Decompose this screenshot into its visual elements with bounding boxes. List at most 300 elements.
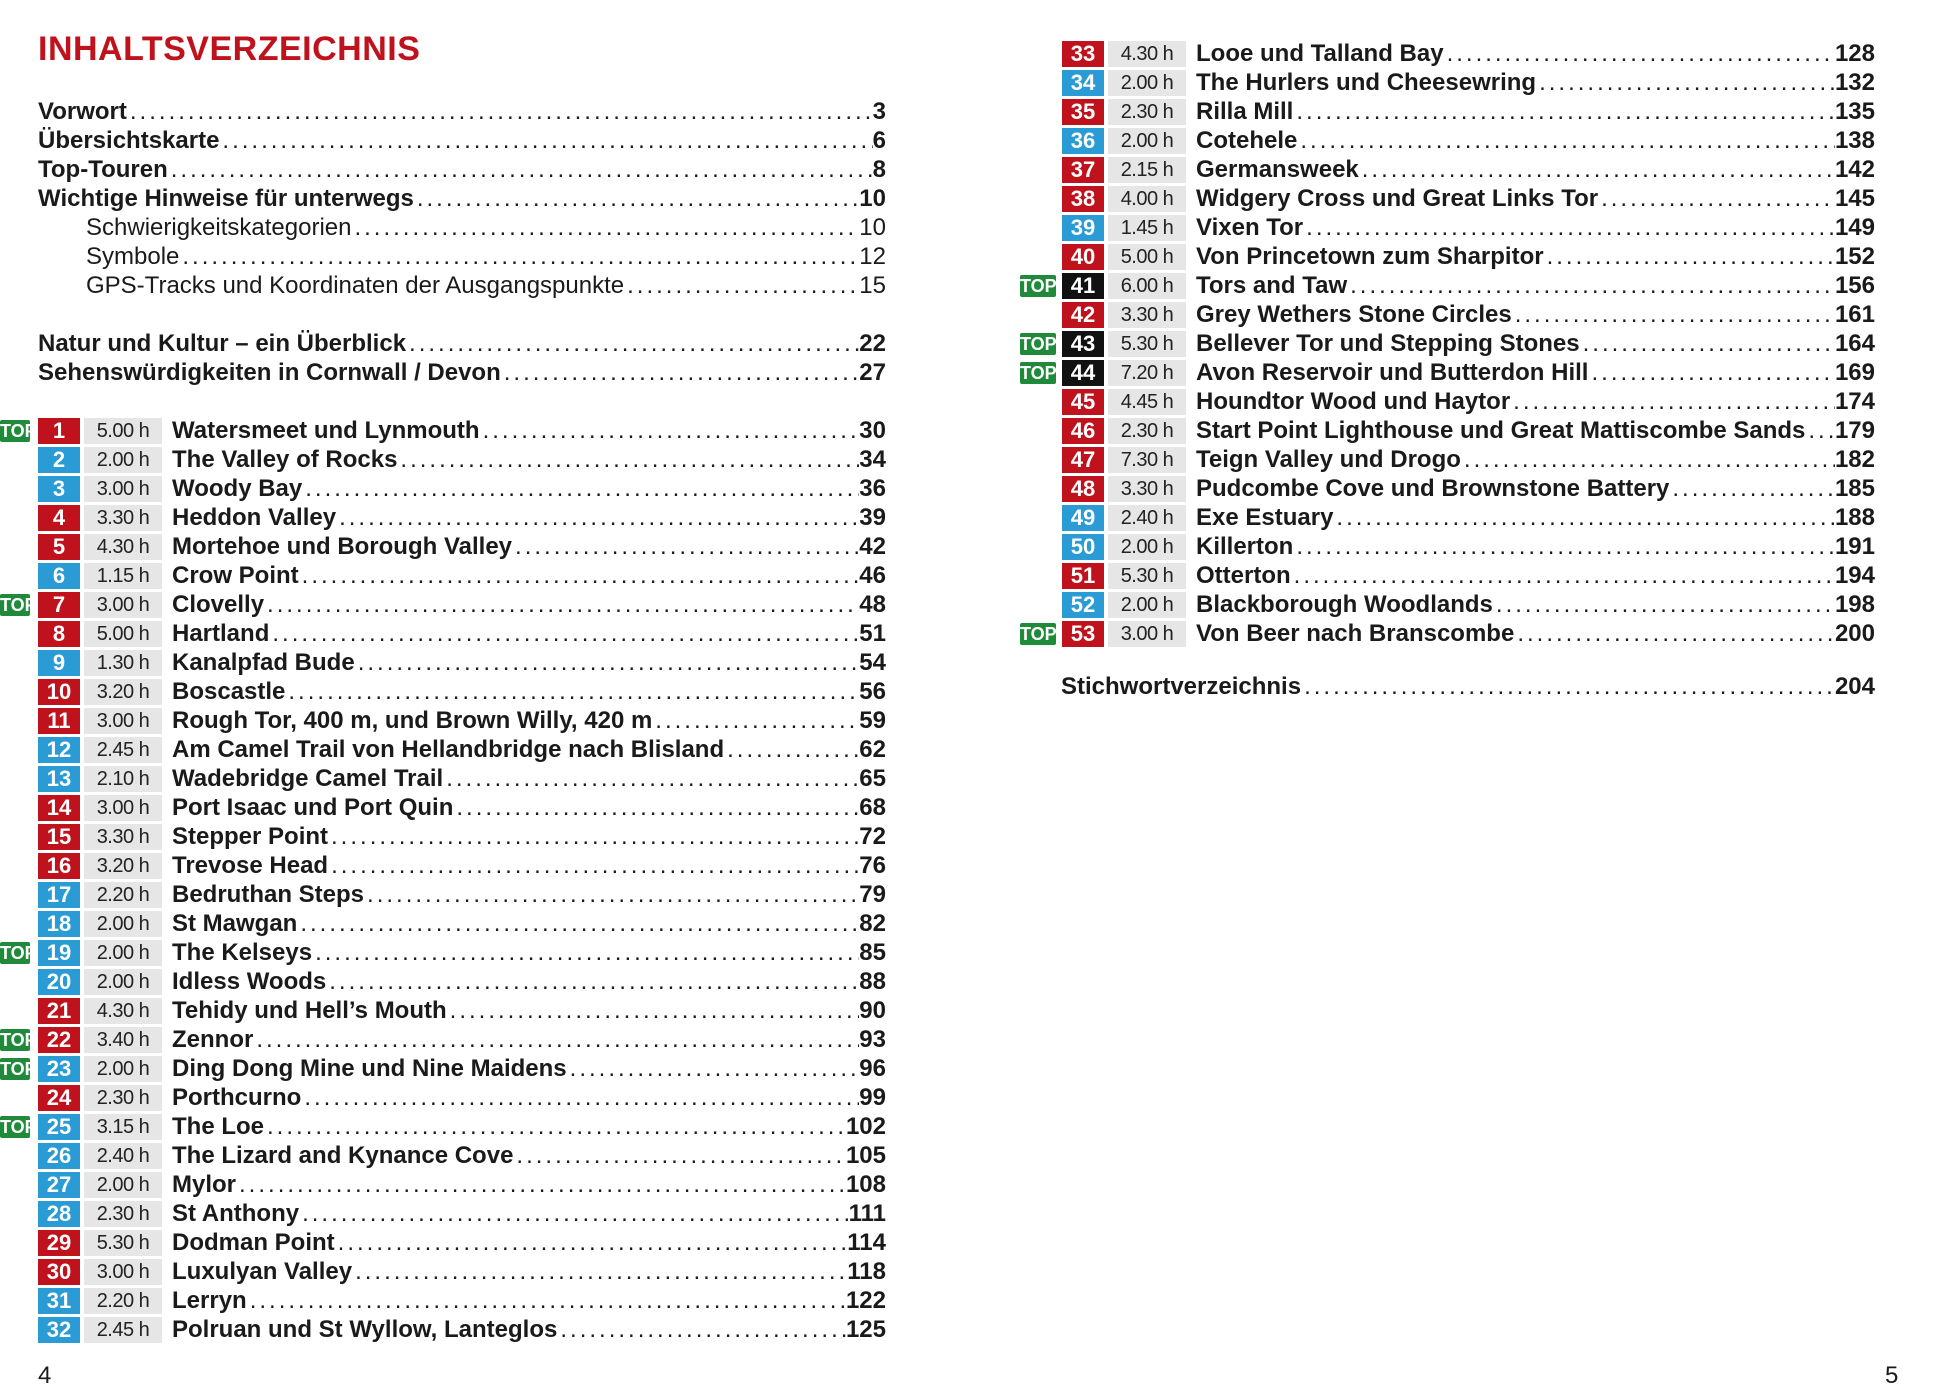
tour-entry[interactable]: [38, 968, 886, 996]
tour-entry[interactable]: [38, 707, 886, 735]
tour-number-badge: 50: [1062, 534, 1104, 560]
tour-number-badge: 16: [38, 853, 80, 879]
right-page: [970, 0, 1940, 1389]
tour-number-badge: 39: [1062, 215, 1104, 241]
tour-duration: 2.20 h: [84, 1288, 162, 1314]
tour-page: 182: [1834, 446, 1875, 473]
tour-title: Trevose Head: [172, 852, 329, 879]
tour-entry[interactable]: [1062, 504, 1875, 532]
tour-title: Polruan und St Wyllow, Lanteglos: [172, 1316, 558, 1343]
leader-dots: [352, 1258, 847, 1286]
tour-number-badge: 12: [38, 737, 80, 763]
tour-number-badge: 15: [38, 824, 80, 850]
tour-entry[interactable]: [38, 591, 886, 619]
leader-dots: [269, 620, 859, 648]
top-tour-badge: TOP: [1020, 624, 1057, 644]
tour-number-badge: 26: [38, 1143, 80, 1169]
tour-duration: 5.30 h: [84, 1230, 162, 1256]
toc-entry[interactable]: [86, 272, 886, 300]
tour-title: The Kelseys: [172, 939, 313, 966]
tour-page: 149: [1834, 214, 1875, 241]
index-entry[interactable]: [1061, 673, 1875, 701]
leader-dots: [1297, 127, 1835, 155]
tour-page: 156: [1834, 272, 1875, 299]
top-tour-badge: TOP: [0, 421, 37, 441]
tour-page: 76: [859, 852, 886, 879]
tour-title: St Mawgan: [172, 910, 298, 937]
tour-number-badge: 23: [38, 1056, 80, 1082]
tour-title: Exe Estuary: [1196, 504, 1334, 531]
tour-number-badge: 7: [38, 592, 80, 618]
tour-page: 82: [859, 910, 886, 937]
toc-entry-label: Top-Touren: [38, 156, 168, 183]
tour-duration: 2.30 h: [84, 1201, 162, 1227]
leader-dots: [328, 852, 859, 880]
top-tour-badge: TOP: [1020, 334, 1057, 354]
tour-page: 90: [859, 997, 886, 1024]
tour-number-badge: 46: [1062, 418, 1104, 444]
tour-duration: 2.15 h: [1108, 157, 1186, 183]
tour-title: Lerryn: [172, 1287, 247, 1314]
tour-entry[interactable]: [38, 1316, 886, 1344]
tour-duration: 3.00 h: [84, 1259, 162, 1285]
leader-dots: [328, 823, 859, 851]
tour-duration: 3.30 h: [84, 505, 162, 531]
tour-duration: 2.00 h: [84, 1056, 162, 1082]
tour-title: Vixen Tor: [1196, 214, 1304, 241]
tour-number-badge: 1: [38, 418, 80, 444]
tour-number-badge: 20: [38, 969, 80, 995]
tour-page: 138: [1834, 127, 1875, 154]
tour-title: Pudcombe Cove und Brownstone Battery: [1196, 475, 1670, 502]
tour-entry[interactable]: [1062, 243, 1875, 271]
tour-title: The Loe: [172, 1113, 265, 1140]
tour-duration: 3.30 h: [84, 824, 162, 850]
top-tour-badge: TOP: [1020, 276, 1057, 296]
toc-entry[interactable]: [38, 330, 886, 358]
tour-title: Zennor: [172, 1026, 254, 1053]
leader-dots: [302, 475, 859, 503]
page-title: INHALTSVERZEICHNIS: [38, 30, 421, 68]
tour-entry[interactable]: [38, 446, 886, 474]
left-page-number: 4: [38, 1362, 52, 1389]
tour-page: 161: [1834, 301, 1875, 328]
top-tour-badge: TOP: [0, 1117, 37, 1137]
tour-title: Clovelly: [172, 591, 265, 618]
leader-dots: [1333, 504, 1835, 532]
tour-duration: 2.00 h: [1108, 592, 1186, 618]
tour-entry[interactable]: [38, 852, 886, 880]
tour-number-badge: 45: [1062, 389, 1104, 415]
tour-duration: 2.00 h: [84, 1172, 162, 1198]
tour-number-badge: 11: [38, 708, 80, 734]
tour-number-badge: 51: [1062, 563, 1104, 589]
toc-entry-label: Vorwort: [38, 98, 127, 125]
tour-page: 88: [859, 968, 886, 995]
tour-entry[interactable]: [38, 504, 886, 532]
tour-entry[interactable]: [38, 1026, 886, 1054]
top-tour-badge: TOP: [0, 595, 37, 615]
tour-page: 59: [859, 707, 886, 734]
tour-page: 145: [1834, 185, 1875, 212]
tour-number-badge: 41: [1062, 273, 1104, 299]
tour-entry[interactable]: [1062, 40, 1875, 68]
tour-title: Rilla Mill: [1196, 98, 1294, 125]
tour-duration: 2.30 h: [1108, 99, 1186, 125]
tour-page: 65: [859, 765, 886, 792]
tour-entry[interactable]: [38, 1287, 886, 1315]
tour-entry[interactable]: [1062, 562, 1875, 590]
tour-number-badge: 9: [38, 650, 80, 676]
leader-dots: [1580, 330, 1835, 358]
leader-dots: [364, 881, 859, 909]
tour-page: 68: [859, 794, 886, 821]
tour-number-badge: 30: [38, 1259, 80, 1285]
leader-dots: [179, 243, 859, 271]
leader-dots: [247, 1287, 846, 1315]
toc-entry-page: 6: [872, 127, 886, 154]
tour-entry[interactable]: [38, 1200, 886, 1228]
leader-dots: [1493, 591, 1835, 619]
tour-duration: 5.00 h: [84, 621, 162, 647]
tour-duration: 2.00 h: [84, 911, 162, 937]
tour-duration: 2.40 h: [1108, 505, 1186, 531]
tour-entry[interactable]: [1062, 359, 1875, 387]
leader-dots: [264, 1113, 846, 1141]
tour-entry[interactable]: [38, 1258, 886, 1286]
toc-entry-page: 27: [859, 359, 886, 386]
leader-dots: [264, 591, 859, 619]
tour-page: 152: [1834, 243, 1875, 270]
tour-title: Bedruthan Steps: [172, 881, 365, 908]
tour-duration: 2.40 h: [84, 1143, 162, 1169]
tour-duration: 3.15 h: [84, 1114, 162, 1140]
tour-duration: 3.00 h: [84, 592, 162, 618]
leader-dots: [351, 214, 859, 242]
tour-duration: 2.10 h: [84, 766, 162, 792]
tour-number-badge: 53: [1062, 621, 1104, 647]
tour-entry[interactable]: [38, 1055, 886, 1083]
tour-duration: 5.00 h: [84, 418, 162, 444]
toc-entry[interactable]: [86, 243, 886, 271]
tour-entry[interactable]: [38, 533, 886, 561]
tour-entry[interactable]: [1062, 69, 1875, 97]
tour-number-badge: 18: [38, 911, 80, 937]
tour-page: 128: [1834, 40, 1875, 67]
tour-title: Porthcurno: [172, 1084, 302, 1111]
toc-entry[interactable]: [38, 98, 886, 126]
tour-duration: 3.30 h: [1108, 476, 1186, 502]
tour-page: 34: [859, 446, 886, 473]
tour-entry[interactable]: [38, 765, 886, 793]
tour-number-badge: 34: [1062, 70, 1104, 96]
tour-duration: 3.20 h: [84, 853, 162, 879]
toc-entry[interactable]: [38, 185, 886, 213]
tour-number-badge: 27: [38, 1172, 80, 1198]
tour-page: 135: [1834, 98, 1875, 125]
tour-title: Tors and Taw: [1196, 272, 1348, 299]
tour-entry[interactable]: [1062, 272, 1875, 300]
tour-number-badge: 19: [38, 940, 80, 966]
tour-number-badge: 49: [1062, 505, 1104, 531]
tour-title: Hartland: [172, 620, 270, 647]
toc-entry-label: Wichtige Hinweise für unterwegs: [38, 185, 414, 212]
tour-duration: 2.00 h: [1108, 70, 1186, 96]
tour-page: 132: [1834, 69, 1875, 96]
tour-page: 174: [1834, 388, 1875, 415]
tour-page: 179: [1834, 417, 1875, 444]
tour-duration: 3.00 h: [84, 708, 162, 734]
tour-title: Bellever Tor und Stepping Stones: [1196, 330, 1580, 357]
tour-page: 194: [1834, 562, 1875, 589]
tour-number-badge: 38: [1062, 186, 1104, 212]
leader-dots: [447, 997, 860, 1025]
tour-number-badge: 33: [1062, 41, 1104, 67]
leader-dots: [443, 765, 859, 793]
tour-page: 85: [859, 939, 886, 966]
tour-duration: 3.00 h: [84, 795, 162, 821]
tour-entry[interactable]: [38, 1084, 886, 1112]
tour-number-badge: 21: [38, 998, 80, 1024]
tour-page: 198: [1834, 591, 1875, 618]
tour-title: Wadebridge Camel Trail: [172, 765, 444, 792]
tour-number-badge: 44: [1062, 360, 1104, 386]
leader-dots: [301, 1084, 859, 1112]
tour-page: 48: [859, 591, 886, 618]
tour-duration: 2.20 h: [84, 882, 162, 908]
index-entry-label: Stichwortverzeichnis: [1061, 673, 1302, 700]
leader-dots: [406, 330, 859, 358]
tour-number-badge: 31: [38, 1288, 80, 1314]
tour-entry[interactable]: [1062, 591, 1875, 619]
leader-dots: [312, 939, 859, 967]
tour-page: 72: [859, 823, 886, 850]
leader-dots: [1461, 446, 1835, 474]
tour-number-badge: 22: [38, 1027, 80, 1053]
leader-dots: [501, 359, 860, 387]
top-tour-badge: TOP: [0, 1030, 37, 1050]
tour-entry[interactable]: [38, 1229, 886, 1257]
leader-dots: [1514, 620, 1835, 648]
tour-number-badge: 14: [38, 795, 80, 821]
leader-dots: [299, 562, 860, 590]
tour-page: 54: [859, 649, 886, 676]
tour-title: Grey Wethers Stone Circles: [1196, 301, 1512, 328]
tour-entry[interactable]: [38, 1113, 886, 1141]
leader-dots: [724, 736, 859, 764]
tour-page: 30: [859, 417, 886, 444]
tour-number-badge: 29: [38, 1230, 80, 1256]
tour-number-badge: 6: [38, 563, 80, 589]
leader-dots: [414, 185, 859, 213]
tour-entry[interactable]: [1062, 127, 1875, 155]
tour-entry[interactable]: [38, 910, 886, 938]
tour-entry[interactable]: [38, 417, 886, 445]
tour-duration: 5.30 h: [1108, 563, 1186, 589]
leader-dots: [557, 1316, 846, 1344]
toc-entry-label: Natur und Kultur – ein Überblick: [38, 330, 407, 357]
tour-number-badge: 35: [1062, 99, 1104, 125]
tour-entry[interactable]: [38, 649, 886, 677]
tour-duration: 3.40 h: [84, 1027, 162, 1053]
leader-dots: [1444, 40, 1835, 68]
tour-duration: 1.15 h: [84, 563, 162, 589]
toc-entry[interactable]: [38, 127, 886, 155]
tour-title: Heddon Valley: [172, 504, 337, 531]
tour-entry[interactable]: [38, 736, 886, 764]
leader-dots: [1347, 272, 1835, 300]
tour-title: St Anthony: [172, 1200, 300, 1227]
tour-title: Port Isaac und Port Quin: [172, 794, 454, 821]
tour-page: 118: [847, 1258, 886, 1285]
tour-title: Looe und Talland Bay: [1196, 40, 1444, 67]
leader-dots: [297, 910, 859, 938]
tour-page: 93: [859, 1026, 886, 1053]
tour-title: The Valley of Rocks: [172, 446, 398, 473]
toc-entry[interactable]: [38, 156, 886, 184]
leader-dots: [624, 272, 859, 300]
leader-dots: [1293, 98, 1835, 126]
tour-duration: 7.20 h: [1108, 360, 1186, 386]
leader-dots: [1293, 533, 1835, 561]
tour-number-badge: 40: [1062, 244, 1104, 270]
tour-number-badge: 43: [1062, 331, 1104, 357]
tour-entry[interactable]: [38, 1142, 886, 1170]
leader-dots: [1512, 301, 1835, 329]
tour-title: Kanalpfad Bude: [172, 649, 355, 676]
toc-entry-label: Sehenswürdigkeiten in Cornwall / Devon: [38, 359, 501, 386]
toc-entry-label: Übersichtskarte: [38, 127, 220, 154]
tour-duration: 5.00 h: [1108, 244, 1186, 270]
tour-duration: 2.00 h: [1108, 128, 1186, 154]
tour-title: Avon Reservoir und Butterdon Hill: [1196, 359, 1589, 386]
tour-title: Ding Dong Mine und Nine Maidens: [172, 1055, 567, 1082]
tour-duration: 2.30 h: [1108, 418, 1186, 444]
tour-page: 114: [847, 1229, 886, 1256]
tour-number-badge: 3: [38, 476, 80, 502]
tour-entry[interactable]: [1062, 533, 1875, 561]
toc-entry-page: 22: [859, 330, 886, 357]
tour-title: Killerton: [1196, 533, 1294, 560]
tour-duration: 3.30 h: [1108, 302, 1186, 328]
tour-duration: 1.45 h: [1108, 215, 1186, 241]
tour-entry[interactable]: [38, 881, 886, 909]
tour-duration: 2.45 h: [84, 737, 162, 763]
tour-title: Dodman Point: [172, 1229, 335, 1256]
tour-page: 62: [859, 736, 886, 763]
toc-entry[interactable]: [38, 359, 886, 387]
tour-duration: 2.30 h: [84, 1085, 162, 1111]
toc-entry-page: 15: [859, 272, 886, 299]
tour-entry[interactable]: [38, 678, 886, 706]
tour-title: Von Princetown zum Sharpitor: [1196, 243, 1544, 270]
tour-duration: 5.30 h: [1108, 331, 1186, 357]
tour-title: Luxulyan Valley: [172, 1258, 353, 1285]
tour-page: 142: [1834, 156, 1875, 183]
tour-number-badge: 52: [1062, 592, 1104, 618]
leader-dots: [652, 707, 859, 735]
tour-duration: 2.00 h: [84, 969, 162, 995]
tour-page: 125: [845, 1316, 886, 1343]
tour-duration: 2.45 h: [84, 1317, 162, 1343]
tour-title: Watersmeet und Lynmouth: [172, 417, 480, 444]
leader-dots: [335, 1229, 848, 1257]
tour-title: Blackborough Woodlands: [1196, 591, 1493, 618]
tour-title: Houndtor Wood und Haytor: [1196, 388, 1511, 415]
tour-entry[interactable]: [1062, 388, 1875, 416]
tour-page: 191: [1834, 533, 1875, 560]
tour-entry[interactable]: [38, 794, 886, 822]
tour-entry[interactable]: [1062, 156, 1875, 184]
tour-entry[interactable]: [38, 475, 886, 503]
tour-entry[interactable]: [38, 562, 886, 590]
top-tour-badge: TOP: [0, 943, 37, 963]
tour-page: 39: [859, 504, 886, 531]
top-tour-badge: TOP: [1020, 363, 1057, 383]
leader-dots: [567, 1055, 860, 1083]
tour-title: Tehidy und Hell’s Mouth: [172, 997, 447, 1024]
tour-entry[interactable]: [1062, 301, 1875, 329]
tour-title: Otterton: [1196, 562, 1291, 589]
tour-entry[interactable]: [1062, 417, 1875, 445]
tour-number-badge: 4: [38, 505, 80, 531]
tour-title: Start Point Lighthouse und Great Mattiscombe Sands: [1196, 417, 1806, 444]
tour-entry[interactable]: [1062, 214, 1875, 242]
leader-dots: [285, 678, 859, 706]
tour-number-badge: 17: [38, 882, 80, 908]
tour-entry[interactable]: [1062, 185, 1875, 213]
tour-duration: 4.45 h: [1108, 389, 1186, 415]
tour-page: 42: [859, 533, 886, 560]
tour-duration: 4.30 h: [84, 534, 162, 560]
tour-title: The Lizard and Kynance Cove: [172, 1142, 514, 1169]
tour-page: 96: [859, 1055, 886, 1082]
tour-entry[interactable]: [1062, 98, 1875, 126]
top-tour-badge: TOP: [0, 1059, 37, 1079]
tour-entry[interactable]: [1062, 446, 1875, 474]
tour-entry[interactable]: [38, 939, 886, 967]
leader-dots: [326, 968, 859, 996]
tour-entry[interactable]: [1062, 475, 1875, 503]
leader-dots: [1588, 359, 1834, 387]
leader-dots: [1805, 417, 1835, 445]
tour-entry[interactable]: [38, 620, 886, 648]
tour-number-badge: 10: [38, 679, 80, 705]
toc-entry-label: GPS-Tracks und Koordinaten der Ausgangspunkte: [86, 272, 625, 299]
tour-entry[interactable]: [38, 823, 886, 851]
tour-duration: 7.30 h: [1108, 447, 1186, 473]
tour-page: 200: [1834, 620, 1875, 647]
tour-duration: 6.00 h: [1108, 273, 1186, 299]
leader-dots: [397, 446, 859, 474]
tour-title: Stepper Point: [172, 823, 329, 850]
tour-duration: 2.00 h: [84, 447, 162, 473]
tour-page: 102: [845, 1113, 886, 1140]
leader-dots: [1301, 673, 1835, 701]
tour-title: Cotehele: [1196, 127, 1298, 154]
tour-duration: 4.00 h: [1108, 186, 1186, 212]
tour-number-badge: 48: [1062, 476, 1104, 502]
tour-entry[interactable]: [1062, 620, 1875, 648]
tour-entry[interactable]: [38, 1171, 886, 1199]
tour-entry[interactable]: [38, 997, 886, 1025]
toc-entry[interactable]: [86, 214, 886, 242]
tour-title: Widgery Cross und Great Links Tor: [1196, 185, 1599, 212]
index-entry-page: 204: [1834, 673, 1875, 700]
tour-title: Crow Point: [172, 562, 299, 589]
leader-dots: [1536, 69, 1835, 97]
tour-entry[interactable]: [1062, 330, 1875, 358]
